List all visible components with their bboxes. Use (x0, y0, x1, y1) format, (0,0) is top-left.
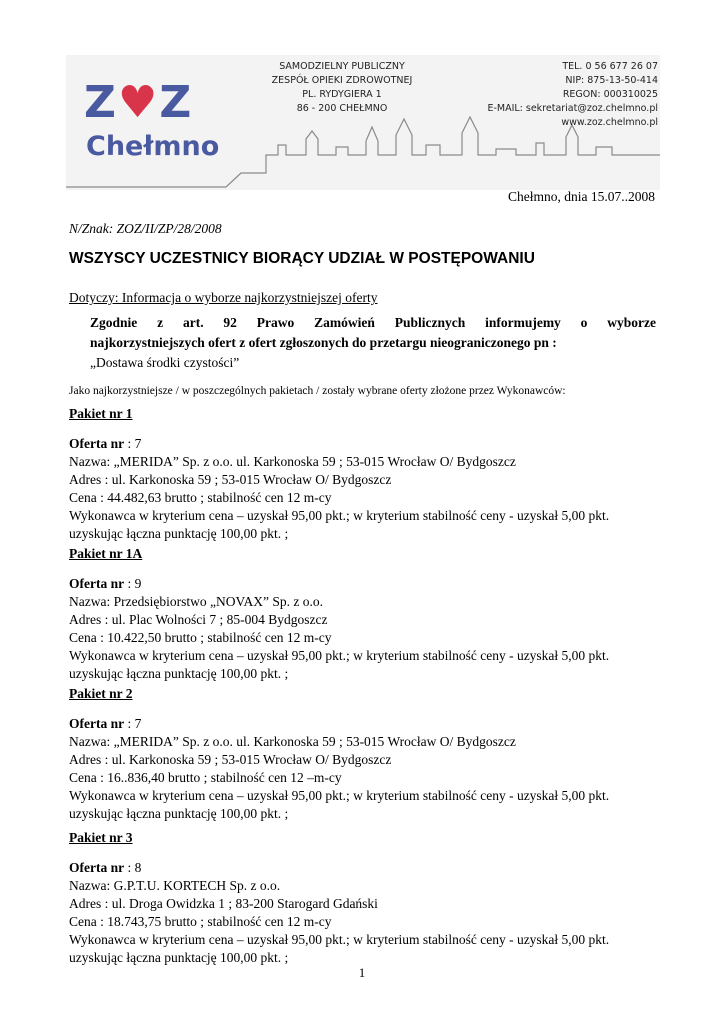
offer-total: uzyskując łączna punktację 100,00 pkt. ; (69, 666, 289, 681)
contractor-address: Adres : ul. Plac Wolności 7 ; 85-004 Bydgoszcz (69, 612, 328, 627)
logo-zoz-text: Z♥Z (84, 77, 194, 128)
subject-line: Dotyczy: Informacja o wyborze najkorzystniejszej oferty (69, 290, 378, 305)
institution-line: SAMODZIELNY PUBLICZNY (279, 61, 405, 72)
intro-paragraph (90, 313, 656, 373)
letterhead (66, 55, 660, 190)
package-heading: Pakiet nr 2 (69, 686, 133, 701)
institution-line: ZESPÓŁ OPIEKI ZDROWOTNEJ (271, 75, 413, 86)
contact-website[interactable]: www.zoz.chelmno.pl (561, 117, 658, 128)
contractor-name: Nazwa: „MERIDA” Sp. z o.o. ul. Karkonoska 59 ; 53-015 Wrocław O/ Bydgoszcz (69, 734, 516, 749)
package-heading: Pakiet nr 1 (69, 406, 133, 421)
contractor-address: Adres : ul. Karkonoska 59 ; 53-015 Wrocław O/ Bydgoszcz (69, 752, 392, 767)
package-heading: Pakiet nr 1A (69, 546, 143, 561)
offer-number: : 7 (124, 436, 142, 451)
document-title: WSZYSCY UCZESTNICY BIORĄCY UDZIAŁ W POSTĘPOWANIU (69, 250, 535, 267)
logo-city-text: Chełmno (86, 131, 220, 162)
offer-label: Oferta nr (69, 436, 125, 451)
institution-line: 86 - 200 CHEŁMNO (296, 103, 388, 114)
date-line: Chełmno, dnia 15.07..2008 (508, 189, 655, 204)
institution-info (234, 60, 450, 116)
contact-regon: REGON: 000310025 (562, 89, 658, 100)
contact-phone: TEL. 0 56 677 26 07 (562, 61, 658, 72)
offer-number: : 8 (124, 860, 142, 875)
contractor-address: Adres : ul. Droga Owidzka 1 ; 83-200 Starogard Gdański (69, 896, 378, 911)
intro-line-2: najkorzystniejszych ofert z ofert zgłoszonych do przetargu nieograniczonego pn : (90, 335, 557, 350)
offer-total: uzyskując łączna punktację 100,00 pkt. ; (69, 526, 289, 541)
offer-number: : 7 (124, 716, 142, 731)
offer-criteria: Wykonawca w kryterium cena – uzyskał 95,00 pkt.; w kryterium stabilność ceny - uzyskał 5,00 pkt. (69, 932, 610, 947)
offer-price: Cena : 10.422,50 brutto ; stabilność cen 12 m-cy (69, 630, 332, 645)
preamble: Jako najkorzystniejsze / w poszczególnych pakietach / zostały wybrane oferty złożone przez Wykonawców: (69, 385, 566, 397)
offer-price: Cena : 18.743,75 brutto ; stabilność cen 12 m-cy (69, 914, 332, 929)
offer-total: uzyskując łączna punktację 100,00 pkt. ; (69, 950, 289, 965)
offer-label: Oferta nr (69, 576, 125, 591)
offer-criteria: Wykonawca w kryterium cena – uzyskał 95,00 pkt.; w kryterium stabilność ceny - uzyskał 5,00 pkt. (69, 788, 610, 803)
reference-number: N/Znak: ZOZ/II/ZP/28/2008 (69, 221, 222, 236)
package-section (69, 405, 669, 543)
contractor-address: Adres : ul. Karkonoska 59 ; 53-015 Wrocław O/ Bydgoszcz (69, 472, 392, 487)
package-section (69, 829, 669, 967)
contact-nip: NIP: 875-13-50-414 (565, 75, 658, 86)
offer-criteria: Wykonawca w kryterium cena – uzyskał 95,00 pkt.; w kryterium stabilność ceny - uzyskał 5,00 pkt. (69, 508, 610, 523)
offer-label: Oferta nr (69, 716, 125, 731)
contractor-name: Nazwa: „MERIDA” Sp. z o.o. ul. Karkonoska 59 ; 53-015 Wrocław O/ Bydgoszcz (69, 454, 516, 469)
institution-line: PL. RYDYGIERA 1 (302, 89, 382, 100)
offer-price: Cena : 16..836,40 brutto ; stabilność cen 12 –m-cy (69, 770, 342, 785)
tender-name: „Dostawa środki czystości” (90, 355, 240, 370)
contact-email[interactable]: E-MAIL: sekretariat@zoz.chelmno.pl (487, 103, 658, 114)
contractor-name: Nazwa: Przedsiębiorstwo „NOVAX” Sp. z o.o. (69, 594, 323, 609)
intro-line-1: Zgodnie z art. 92 Prawo Zamówień Publicznych informujemy o wyborze (90, 315, 656, 330)
offer-number: : 9 (124, 576, 142, 591)
page-number: 1 (358, 965, 366, 980)
contact-info (462, 60, 658, 130)
offer-price: Cena : 44.482,63 brutto ; stabilność cen 12 m-cy (69, 490, 332, 505)
offer-criteria: Wykonawca w kryterium cena – uzyskał 95,00 pkt.; w kryterium stabilność ceny - uzyskał 5,00 pkt. (69, 648, 610, 663)
package-heading: Pakiet nr 3 (69, 830, 133, 845)
package-section (69, 685, 669, 823)
offer-label: Oferta nr (69, 860, 125, 875)
package-section (69, 545, 669, 683)
contractor-name: Nazwa: G.P.T.U. KORTECH Sp. z o.o. (69, 878, 281, 893)
offer-total: uzyskując łączna punktację 100,00 pkt. ; (69, 806, 289, 821)
